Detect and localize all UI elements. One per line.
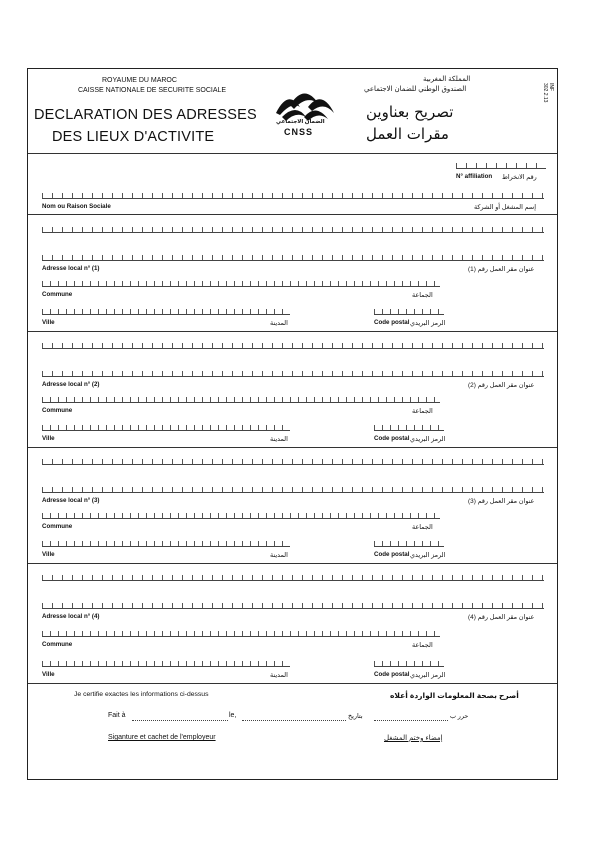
address3-line1[interactable] xyxy=(42,459,544,465)
address2-label-ar: عنوان مقر العمل رقم (2) xyxy=(468,382,535,389)
form-frame xyxy=(27,68,558,780)
harrir-label: حرر ب xyxy=(450,713,469,720)
bitarikh-label: بتاريخ xyxy=(348,713,363,720)
form-ref: INF 302.2.13 xyxy=(542,83,554,103)
address3-line2[interactable] xyxy=(42,487,544,493)
ville4-label-ar: المدينة xyxy=(270,672,288,679)
certify-ar: أصرح بصحة المعلومات الواردة أعلاه xyxy=(390,691,519,700)
ville2-label-ar: المدينة xyxy=(270,436,288,443)
commune1-label-fr: Commune xyxy=(42,291,73,298)
ville1-label-ar: المدينة xyxy=(270,320,288,327)
commune4-label-ar: الجماعة xyxy=(412,642,433,649)
ville4-label-fr: Ville xyxy=(42,671,55,678)
ville1-ticks[interactable] xyxy=(42,309,290,315)
address4-label-ar: عنوان مقر العمل رقم (4) xyxy=(468,614,535,621)
title-fr-line1: DECLARATION DES ADRESSES xyxy=(34,107,257,123)
commune3-label-ar: الجماعة xyxy=(412,524,433,531)
le-label: le, xyxy=(229,712,237,719)
cp2-label-fr: Code postal xyxy=(374,435,410,442)
ville3-label-fr: Ville xyxy=(42,551,55,558)
harrir-field[interactable] xyxy=(374,720,448,721)
address2-line2[interactable] xyxy=(42,371,544,377)
commune1-label-ar: الجماعة xyxy=(412,292,433,299)
address2-line1[interactable] xyxy=(42,343,544,349)
cp3-ticks[interactable] xyxy=(374,541,444,547)
commune2-ticks[interactable] xyxy=(42,397,440,403)
commune4-ticks[interactable] xyxy=(42,631,440,637)
org-fr: CAISSE NATIONALE DE SECURITE SOCIALE xyxy=(78,87,227,94)
kingdom-ar: المملكة المغربية xyxy=(423,76,471,83)
address3-label-fr: Adresse local n° (3) xyxy=(42,497,100,504)
org-ar: الصندوق الوطني للضمان الاجتماعي xyxy=(364,86,467,93)
logo-text: CNSS xyxy=(284,127,314,137)
date-field[interactable] xyxy=(242,720,346,721)
cp4-ticks[interactable] xyxy=(374,661,444,667)
certify-fr: Je certifie exactes les informations ci-dessus xyxy=(74,691,209,698)
fait-a-label: Fait à xyxy=(108,712,126,719)
address1-label-ar: عنوان مقر العمل رقم (1) xyxy=(468,266,535,273)
signature-label-fr: Siganture et cachet de l'employeur xyxy=(108,734,216,741)
commune3-label-fr: Commune xyxy=(42,523,73,530)
address1-line1[interactable] xyxy=(42,227,544,233)
cp1-ticks[interactable] xyxy=(374,309,444,315)
cnss-logo-icon xyxy=(270,83,340,143)
ville2-ticks[interactable] xyxy=(42,425,290,431)
address4-line2[interactable] xyxy=(42,603,544,609)
cp1-label-ar: الرمز البريدي xyxy=(410,320,446,327)
affiliation-ticks[interactable] xyxy=(456,163,546,169)
cp3-label-ar: الرمز البريدي xyxy=(410,552,446,559)
logo-text-ar: الضمان الاجتماعي xyxy=(276,119,325,125)
cp2-ticks[interactable] xyxy=(374,425,444,431)
address4-line1[interactable] xyxy=(42,575,544,581)
commune2-label-fr: Commune xyxy=(42,407,73,414)
address1-label-fr: Adresse local n° (1) xyxy=(42,265,100,272)
address3-label-ar: عنوان مقر العمل رقم (3) xyxy=(468,498,535,505)
title-ar-line1: تصريح بعناوين xyxy=(366,103,454,121)
commune2-label-ar: الجماعة xyxy=(412,408,433,415)
ville3-label-ar: المدينة xyxy=(270,552,288,559)
cp3-label-fr: Code postal xyxy=(374,551,410,558)
cp1-label-fr: Code postal xyxy=(374,319,410,326)
affiliation-label-ar: رقم الانخراط xyxy=(502,174,537,181)
name-label-ar: إسم المشغل أو الشركة xyxy=(474,204,537,211)
fait-a-field[interactable] xyxy=(132,720,228,721)
commune1-ticks[interactable] xyxy=(42,281,440,287)
name-label-fr: Nom ou Raison Sociale xyxy=(42,203,111,210)
address1-line2[interactable] xyxy=(42,255,544,261)
cp4-label-ar: الرمز البريدي xyxy=(410,672,446,679)
signature-area[interactable] xyxy=(58,749,528,775)
address4-label-fr: Adresse local n° (4) xyxy=(42,613,100,620)
address2-label-fr: Adresse local n° (2) xyxy=(42,381,100,388)
ville2-label-fr: Ville xyxy=(42,435,55,442)
commune4-label-fr: Commune xyxy=(42,641,73,648)
ville3-ticks[interactable] xyxy=(42,541,290,547)
commune3-ticks[interactable] xyxy=(42,513,440,519)
ville1-label-fr: Ville xyxy=(42,319,55,326)
title-fr-line2: DES LIEUX D'ACTIVITE xyxy=(52,129,215,145)
kingdom-fr: ROYAUME DU MAROC xyxy=(102,77,177,84)
title-ar-line2: مقرات العمل xyxy=(366,125,449,143)
affiliation-label-fr: N° affiliation xyxy=(456,173,493,180)
cp4-label-fr: Code postal xyxy=(374,671,410,678)
cp2-label-ar: الرمز البريدي xyxy=(410,436,446,443)
signature-label-ar: إمضاء وختم المشغل xyxy=(384,735,443,742)
name-ticks[interactable] xyxy=(42,193,544,199)
ville4-ticks[interactable] xyxy=(42,661,290,667)
